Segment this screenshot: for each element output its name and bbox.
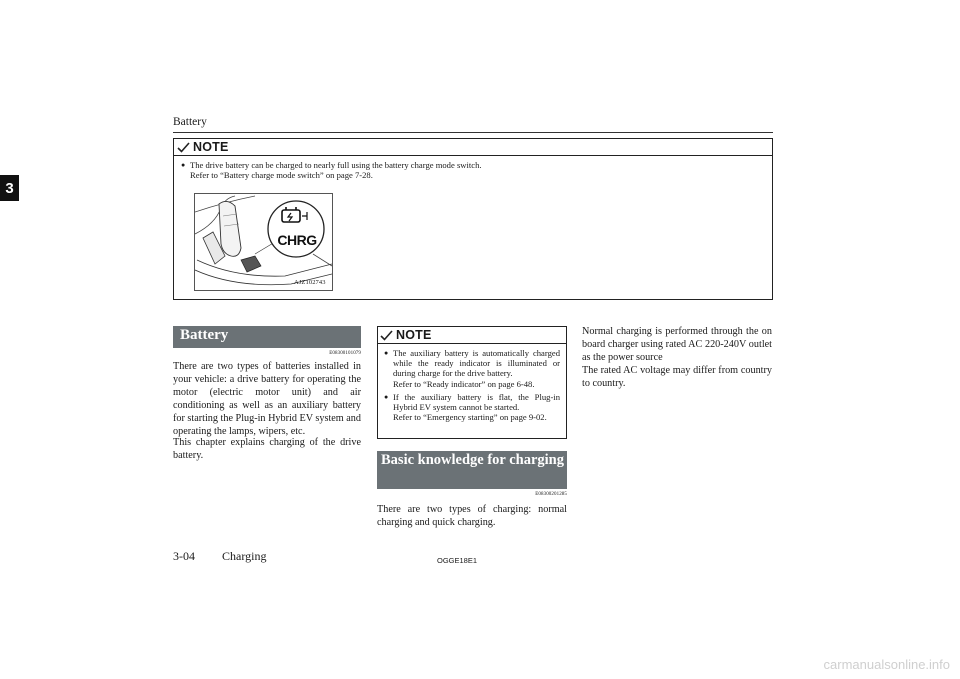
battery-paragraph: This chapter explains charging of the drive battery. (173, 437, 361, 461)
note-item-text: The auxiliary battery is automatically charged while the ready indicator is illuminated or during charge for the drive battery. (393, 348, 560, 379)
checkmark-icon (177, 142, 190, 153)
note-item-ref: Refer to “Emergency starting” on page 9-02. (393, 412, 547, 423)
note-item (384, 348, 560, 389)
charging-section-code: E08300201285 (535, 492, 567, 497)
middle-note-box (377, 326, 567, 439)
note-item-ref: Refer to “Battery charge mode switch” on page 7-28. (190, 170, 373, 181)
manual-code: OGGE18E1 (437, 556, 478, 565)
battery-section-code: E08300101079 (329, 351, 361, 356)
switch-label: CHRG (277, 232, 317, 248)
charging-heading (377, 451, 567, 489)
charging-paragraph: There are two types of charging: normal charging and quick charging. (377, 504, 567, 528)
bullet-icon: ● (181, 161, 186, 169)
battery-heading (173, 326, 361, 348)
chapter-tab: 3 (0, 175, 19, 201)
note-item (384, 392, 560, 423)
note-item (181, 160, 761, 180)
note-rule (174, 155, 772, 156)
note-item-text: The drive battery can be charged to nearly full using the battery charge mode switch. (190, 160, 482, 170)
page-number: 3-04 (173, 549, 195, 563)
charge-mode-switch-figure (194, 193, 333, 291)
note-label: NOTE (396, 328, 432, 342)
note-item-text: If the auxiliary battery is flat, the Plug-in Hybrid EV system cannot be started. (393, 392, 560, 413)
bullet-icon: ● (384, 349, 389, 357)
footer-section: Charging (222, 549, 267, 563)
battery-heading-text: Battery (180, 327, 229, 343)
watermark: carmanualsonline.info (823, 657, 950, 672)
running-header-title: Battery (173, 116, 207, 128)
top-note-box (173, 138, 773, 300)
note-rule (378, 343, 566, 344)
note-header (380, 328, 432, 342)
note-header (177, 140, 229, 154)
right-paragraph: Normal charging is performed through the on board charger using rated AC 220-240V outlet as the power source (582, 326, 772, 363)
note-item-ref: Refer to “Ready indicator” on page 6-48. (393, 378, 535, 389)
battery-paragraph: There are two types of batteries installed in your vehicle: a drive battery for operating the motor (electric motor unit) and air conditioning as well as an auxiliary battery for starting the Plug-in Hybrid EV system and operating the lamps, wipers, etc. (173, 361, 361, 437)
bullet-icon: ● (384, 393, 389, 401)
checkmark-icon (380, 330, 393, 341)
note-label: NOTE (193, 140, 229, 154)
right-paragraph: The rated AC voltage may differ from country to country. (582, 365, 772, 389)
figure-id: AJZ102743 (294, 279, 326, 286)
charging-heading-text: Basic knowledge for charging (381, 452, 564, 468)
header-rule (173, 132, 773, 133)
